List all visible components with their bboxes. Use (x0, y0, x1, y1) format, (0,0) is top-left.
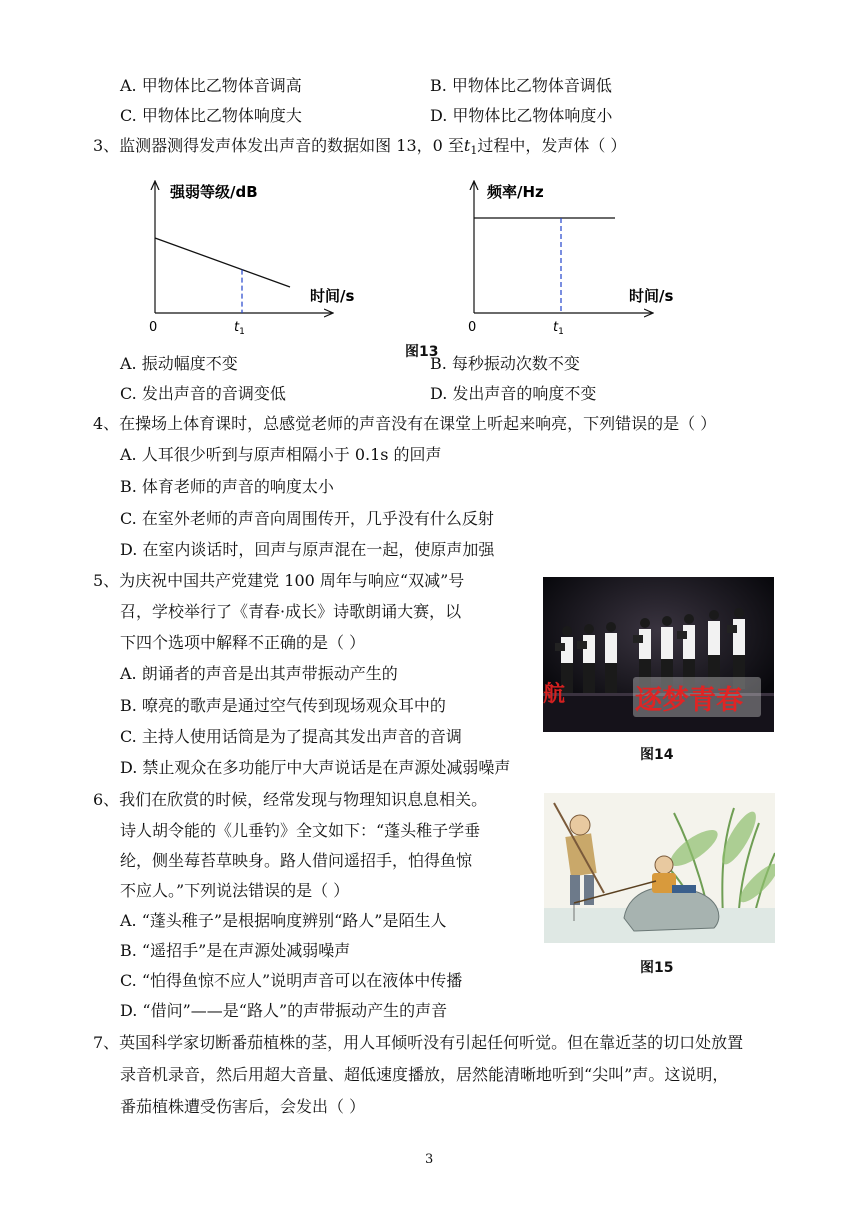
q7-stem-line2: 录音机录音，然后用超大音量、超低速度播放，居然能清晰地听到“尖叫”声。这说明， (120, 1065, 729, 1084)
q3-stem-part2: 过程中，发声体（ ） (477, 136, 627, 155)
x-axis-label: 时间/s (629, 287, 674, 305)
q4-stem: 4、在操场上体育课时，总感觉老师的声音没有在课堂上听起来响亮，下列错误的是（ ） (93, 414, 717, 433)
q5-option-d: D. 禁止观众在多功能厅中大声说话是在声源处减弱噪声 (120, 758, 511, 777)
origin-label: 0 (468, 320, 477, 335)
q6-option-b: B. “遥招手”是在声源处减弱噪声 (120, 941, 351, 960)
banner-left-text: 航 (543, 682, 566, 707)
q6-option-a: A. “蓬头稚子”是根据响度辨别“路人”是陌生人 (120, 911, 447, 930)
q4-option-d: D. 在室内谈话时，回声与原声混在一起，使原声加强 (120, 540, 495, 559)
q5-stem-line2: 召，学校举行了《青春·成长》诗歌朗诵大赛，以 (120, 602, 462, 621)
q6-option-d: D. “借问”——是“路人”的声带振动产生的声音 (120, 1001, 448, 1020)
q4-option-a: A. 人耳很少听到与原声相隔小于 0.1s 的回声 (120, 445, 442, 464)
y-axis-label: 频率/Hz (487, 183, 544, 201)
figure-13-label: 图13 (405, 344, 439, 360)
q5-stem-line1: 5、为庆祝中国共产党建党 100 周年与响应“双减”号 (93, 571, 465, 590)
q3-option-a: A. 振动幅度不变 (120, 354, 238, 373)
q6-stem-line3: 纶，侧坐莓苔草映身。路人借问遥招手，怕得鱼惊 (120, 851, 473, 870)
chart-loudness (149, 182, 354, 337)
q6-stem-line2: 诗人胡令能的《儿垂钓》全文如下：“蓬头稚子学垂 (120, 821, 481, 840)
q6-stem-line1: 6、我们在欣赏的时候，经常发现与物理知识息息相关。 (93, 790, 488, 809)
q7-stem-line1: 7、英国科学家切断番茄植株的茎，用人耳倾听没有引起任何听觉。但在靠近茎的切口处放置 (93, 1033, 744, 1052)
stage-scene-illustration (543, 577, 774, 732)
t1-tick-label: $t_1$ (553, 320, 564, 337)
figure-15-label: 图15 (640, 960, 674, 976)
q6-option-c: C. “怕得鱼惊不应人”说明声音可以在液体中传播 (120, 971, 463, 990)
x-axis-label: 时间/s (310, 287, 355, 305)
page-number: 3 (425, 1152, 434, 1167)
recitation-stage-photo (543, 577, 774, 732)
origin-label: 0 (149, 320, 158, 335)
q2-option-b: B. 甲物体比乙物体音调低 (430, 76, 612, 95)
q3-option-c: C. 发出声音的音调变低 (120, 384, 286, 403)
figure-14-label: 图14 (640, 747, 674, 763)
q4-option-b: B. 体育老师的声音的响度太小 (120, 477, 334, 496)
t1-tick-label: $t_1$ (234, 320, 245, 337)
q3-option-d: D. 发出声音的响度不变 (430, 384, 597, 403)
q5-option-b: B. 嘹亮的歌声是通过空气传到现场观众耳中的 (120, 696, 446, 715)
q7-stem-line3: 番茄植株遭受伤害后，会发出（ ） (120, 1097, 366, 1116)
loudness-series-line (155, 238, 290, 287)
q5-option-a: A. 朗诵者的声音是出其声带振动产生的 (120, 664, 398, 683)
figure-13 (0, 170, 860, 345)
q3-stem-part1: 3、监测器测得发声体发出声音的数据如图 13，0 至 (93, 136, 464, 155)
q6-stem-line4: 不应人。”下列说法错误的是（ ） (120, 881, 350, 900)
child-fishing-illustration (544, 793, 775, 943)
q3-option-b: B. 每秒振动次数不变 (430, 354, 580, 373)
q5-stem-line3: 下四个选项中解释不正确的是（ ） (120, 633, 366, 652)
q3-stem-t: t (463, 136, 471, 155)
q3-stem (93, 134, 626, 163)
q2-option-a: A. 甲物体比乙物体音调高 (120, 76, 302, 95)
q5-option-c: C. 主持人使用话筒是为了提高其发出声音的音调 (120, 727, 462, 746)
chart-frequency (468, 182, 673, 337)
y-axis-label: 强弱等级/dB (170, 183, 258, 201)
fishing-scene-drawing (544, 793, 775, 943)
q2-option-c: C. 甲物体比乙物体响度大 (120, 106, 302, 125)
q2-option-d: D. 甲物体比乙物体响度小 (430, 106, 613, 125)
banner-text: 逐梦青春 (635, 685, 743, 716)
q4-option-c: C. 在室外老师的声音向周围传开，几乎没有什么反射 (120, 509, 494, 528)
q3-stem-sub: 1 (470, 144, 478, 157)
